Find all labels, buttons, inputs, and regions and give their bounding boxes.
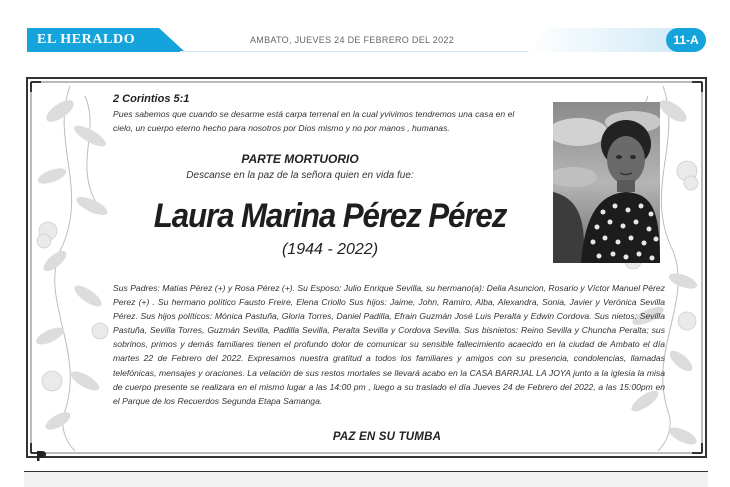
dateline: AMBATO, JUEVES 24 DE FEBRERO DEL 2022	[250, 35, 455, 45]
page-number-badge: 11-A	[666, 28, 706, 52]
portrait-image	[553, 102, 660, 263]
newspaper-header	[0, 0, 730, 58]
deceased-name: Laura Marina Pérez Pérez	[153, 197, 507, 235]
verse-reference: 2 Corintios 5:1	[113, 93, 190, 105]
page-marker-icon	[35, 450, 47, 462]
next-notice-edge	[24, 471, 708, 487]
verse-text: Pues sabemos que cuando se desarme está carpa terrenal en la cual yvivimos tendremos una casa en el cielo, un cuerpo eterno hecho para nosotros por Dios mismo y no por manos , humanas.	[113, 109, 515, 133]
page-band-gradient	[528, 28, 688, 52]
notice-title: PARTE MORTUORIO	[241, 152, 359, 166]
deceased-portrait-photo	[553, 102, 660, 263]
closing-line: PAZ EN SU TUMBA	[332, 431, 442, 443]
brand-name: EL HERALDO	[37, 32, 136, 47]
notice-subtitle: Descanse en la paz de la señora quien en vida fue:	[186, 170, 414, 181]
life-years: (1944 - 2022)	[281, 241, 379, 258]
brand-banner	[27, 28, 187, 52]
page-number-band	[528, 28, 688, 52]
notice-body: Sus Padres: Matias Pérez (+) y Rosa Pérez (+). Su Esposo: Julio Enrique Sevilla, su hermano(a): Delia Asuncion, Rosario y Víctor Manuel Pérez Perez (+) . Su hermano político Fausto Freire, Elena Criollo Sus hijos: Jaime, John, Ramiro, Alba, Alexandra, Sonia, Javier y Verónica Sevilla Pérez. Sus hijos políticos: Mónica Pastuña, Gloria Torres, Daniel Padilla, Efrain Guzmán José Luis Peralta y Edwin Cordova. Sus nietos: Sevilla Pastuña, Sevilla Torres, Guzmán Sevilla, Padilla Sevilla, Peralta Sevilla y Cordova Sevilla. Sus bisnietos: Reino Sevilla y Chuncha Peralta; sus sobrinos, primos y demás familiares tienen el profundo dolor de comunicar su sensible fallecimiento acaecido en la ciudad de Ambato el día martes 22 de Febrero del 2022. Expresamos nuestra gratitud a todos los familiares y amigos con su presencia, condolencias, llamadas telefónicas, mensajes y oraciones. La velación de sus restos mortales se llevará acabo en la CASA BARRJAL LA JOYA junto a la iglesia la misa de cuerpo presente se realizara en el mismo lugar a las 14:00 pm , luego a su traslado el día Jueves 24 de Febrero del 2022, a las 15:00pm en el Parque de los Recuerdos Segunda Etapa Samanga.	[113, 283, 665, 406]
